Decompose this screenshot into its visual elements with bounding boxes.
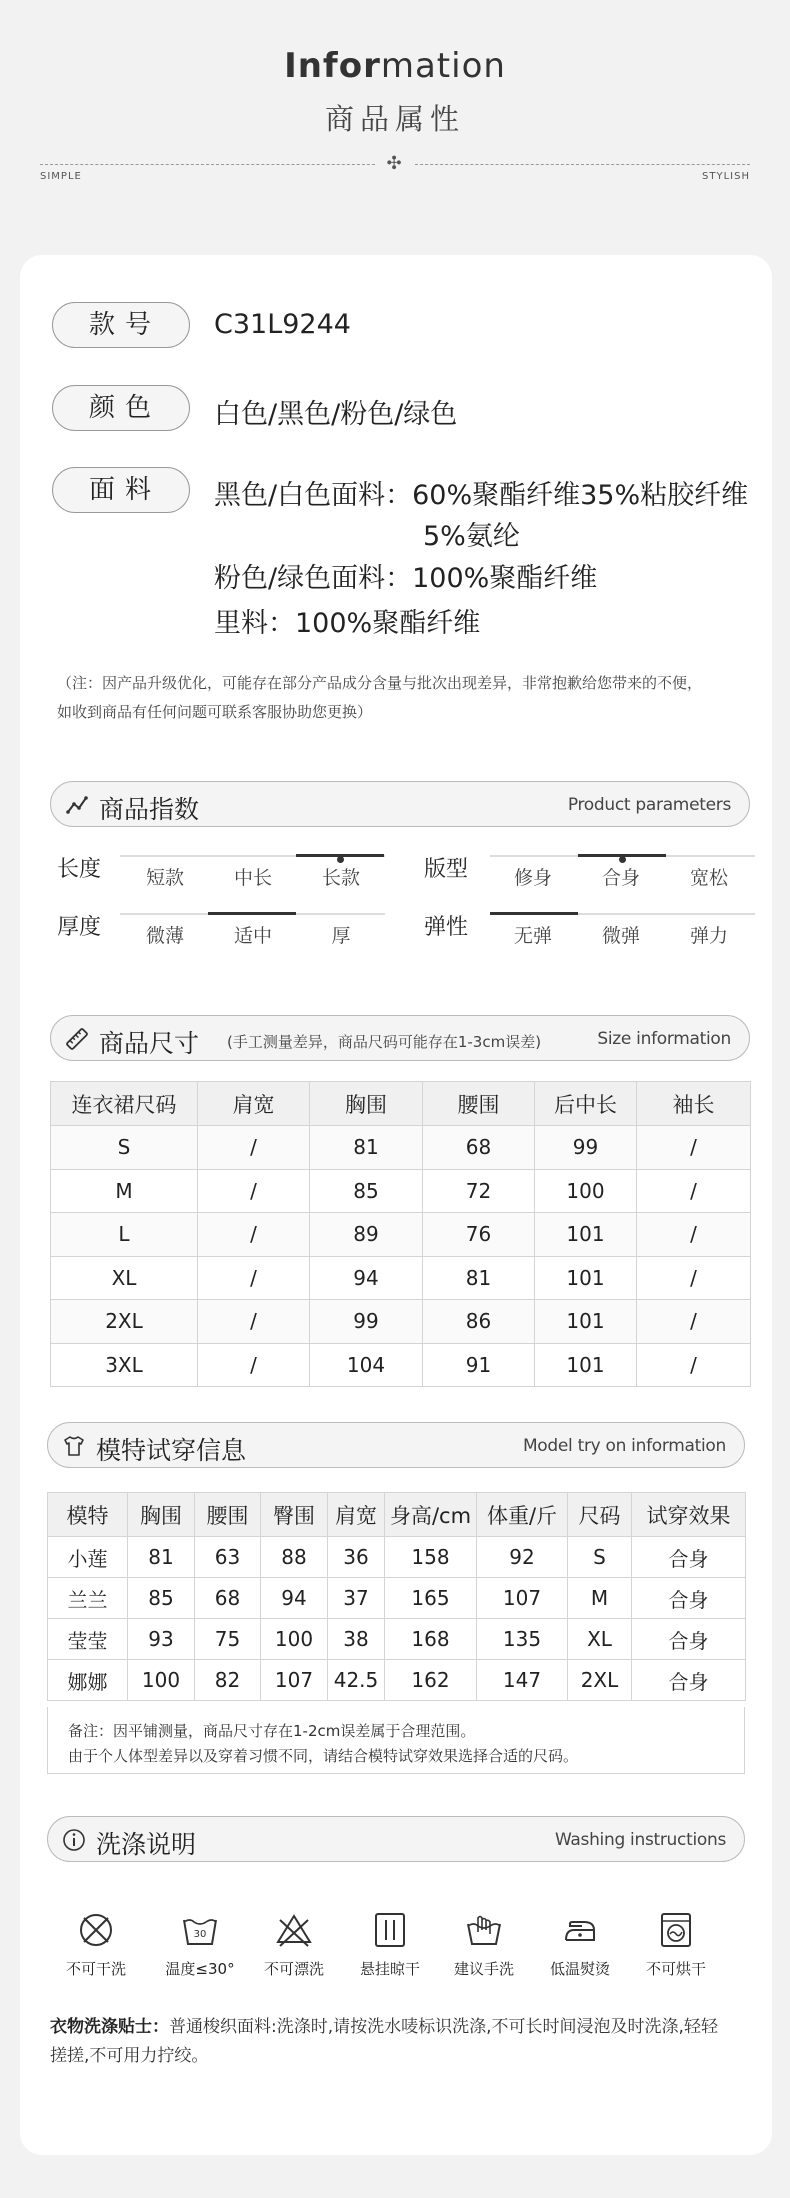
model-cell: 合身 (632, 1660, 746, 1701)
wash-label: 温度≤30° (165, 1960, 235, 1978)
size-cell: / (198, 1256, 310, 1300)
index-option: 修身 (513, 867, 552, 889)
attr-value-style-no: C31L9244 (214, 309, 351, 340)
attr-label-color: 颜色 (52, 385, 190, 431)
index-option: 微弹 (601, 925, 640, 947)
size-cell: 68 (423, 1126, 535, 1170)
index-option: 长款 (321, 867, 360, 889)
model-header-cell: 身高/cm (385, 1493, 477, 1537)
model-cell: 38 (328, 1619, 385, 1660)
no-wash-icon (76, 1910, 116, 1950)
attr-note-line-2: 如收到商品有任何问题可联系客服协助您更换） (57, 703, 373, 721)
wash-label: 不可干洗 (65, 1960, 126, 1978)
header-title: Information (284, 46, 506, 86)
size-cell: 89 (310, 1213, 423, 1257)
model-cell: 合身 (632, 1578, 746, 1619)
model-cell: 2XL (568, 1660, 632, 1701)
size-cell: 94 (310, 1256, 423, 1300)
table-row (48, 1537, 746, 1578)
table-row (51, 1126, 751, 1170)
model-header-cell: 臀围 (261, 1493, 328, 1537)
model-cell: 100 (128, 1660, 195, 1701)
size-cell: / (198, 1343, 310, 1387)
size-cell: / (198, 1169, 310, 1213)
section-title-size: 商品尺寸 (99, 1029, 200, 1058)
attr-fabric-line-2: 5%氨纶 (423, 521, 520, 552)
model-table-header (48, 1493, 746, 1537)
wash-tips-text: 普通梭织面料:洗涤时,请按洗水唛标识洗涤,不可长时间浸泡及时洗涤,轻轻 (169, 2017, 718, 2037)
model-note-line-2: 由于个人体型差异以及穿着习惯不同，请结合模特试穿效果选择合适的尺码。 (68, 1747, 579, 1765)
size-cell: 85 (310, 1169, 423, 1213)
wash-label: 不可烘干 (645, 1960, 706, 1978)
wash-label: 不可漂洗 (263, 1960, 324, 1978)
info-icon (62, 1828, 86, 1852)
size-cell: 104 (310, 1343, 423, 1387)
size-cell: 76 (423, 1213, 535, 1257)
attr-label-style-no: 款号 (52, 302, 190, 348)
size-cell: 99 (535, 1126, 637, 1170)
size-cell: XL (51, 1256, 198, 1300)
model-header-cell: 试穿效果 (632, 1493, 746, 1537)
index-label-thickness: 厚度 (57, 915, 102, 940)
size-cell: L (51, 1213, 198, 1257)
size-cell: 101 (535, 1300, 637, 1344)
wash-30-icon (180, 1910, 220, 1950)
header-subtitle: 商品属性 (324, 102, 465, 136)
size-header-cell: 腰围 (423, 1082, 535, 1126)
size-header-cell: 后中长 (535, 1082, 637, 1126)
page-header (0, 0, 790, 200)
model-cell: 100 (261, 1619, 328, 1660)
size-header-cell: 肩宽 (198, 1082, 310, 1126)
model-cell: 兰兰 (48, 1578, 128, 1619)
table-row (48, 1619, 746, 1660)
model-cell: M (568, 1578, 632, 1619)
size-cell: 100 (535, 1169, 637, 1213)
attr-label-fabric: 面料 (52, 467, 190, 513)
wash-item-no-dry-clean (46, 1910, 146, 1979)
model-cell: 63 (195, 1537, 261, 1578)
size-cell: / (637, 1343, 751, 1387)
size-table (50, 1081, 751, 1387)
trend-line-icon (65, 793, 89, 817)
index-option: 中长 (233, 867, 272, 889)
no-bleach-icon (274, 1910, 314, 1950)
section-english-model: Model try on information (522, 1436, 726, 1456)
model-cell: 158 (385, 1537, 477, 1578)
hand-wash-icon (464, 1910, 504, 1950)
wash-tips-line-2: 搓搓,不可用力拧绞。 (50, 2046, 209, 2066)
model-table (47, 1492, 746, 1701)
model-cell: 85 (128, 1578, 195, 1619)
section-header-index (50, 781, 750, 827)
size-cell: 101 (535, 1213, 637, 1257)
size-table-header (51, 1082, 751, 1126)
index-option: 短款 (145, 867, 184, 889)
model-header-cell: 腰围 (195, 1493, 261, 1537)
wash-label: 建议手洗 (453, 1960, 514, 1978)
size-cell: / (637, 1169, 751, 1213)
model-cell: 合身 (632, 1537, 746, 1578)
model-header-cell: 尺码 (568, 1493, 632, 1537)
size-cell: 72 (423, 1169, 535, 1213)
index-option: 厚 (331, 925, 351, 947)
model-header-cell: 模特 (48, 1493, 128, 1537)
attr-fabric-line-1: 黑色/白色面料：60%聚酯纤维35%粘胶纤维 (214, 480, 749, 511)
size-cell: / (637, 1213, 751, 1257)
table-row (48, 1660, 746, 1701)
section-english-wash: Washing instructions (554, 1830, 726, 1850)
model-note-line-1: 备注：因平铺测量，商品尺寸存在1-2cm误差属于合理范围。 (68, 1722, 476, 1740)
model-cell: 168 (385, 1619, 477, 1660)
model-cell: 娜娜 (48, 1660, 128, 1701)
model-cell: 合身 (632, 1619, 746, 1660)
model-cell: 82 (195, 1660, 261, 1701)
size-header-cell: 袖长 (637, 1082, 751, 1126)
index-option: 无弹 (513, 925, 552, 947)
section-subtitle-size: (手工测量差异，商品尺码可能存在1-3cm误差) (227, 1033, 542, 1051)
model-cell: 92 (477, 1537, 568, 1578)
model-cell: 107 (261, 1660, 328, 1701)
model-header-cell: 胸围 (128, 1493, 195, 1537)
table-row (51, 1213, 751, 1257)
index-dot-length (337, 856, 344, 863)
size-cell: / (637, 1256, 751, 1300)
size-cell: / (198, 1300, 310, 1344)
size-cell: S (51, 1126, 198, 1170)
attr-fabric-line-4: 里料：100%聚酯纤维 (214, 608, 481, 639)
size-cell: 81 (310, 1126, 423, 1170)
table-row (51, 1169, 751, 1213)
model-cell: 小莲 (48, 1537, 128, 1578)
size-header-cell: 连衣裙尺码 (51, 1082, 198, 1126)
size-cell: / (637, 1126, 751, 1170)
model-cell: 94 (261, 1578, 328, 1619)
section-title-index: 商品指数 (99, 795, 200, 824)
index-option: 弹力 (689, 925, 728, 947)
tag-simple: SIMPLE (40, 171, 82, 182)
index-label-elasticity: 弹性 (424, 915, 469, 940)
index-option: 合身 (601, 867, 640, 889)
model-cell: 88 (261, 1537, 328, 1578)
index-dot-fit (619, 856, 626, 863)
model-cell: 36 (328, 1537, 385, 1578)
model-cell: S (568, 1537, 632, 1578)
model-cell: 165 (385, 1578, 477, 1619)
wash-item-no-tumble-dry (626, 1910, 726, 1979)
divider-right (415, 164, 750, 165)
size-cell: / (198, 1213, 310, 1257)
index-label-length: 长度 (57, 857, 102, 882)
model-cell: 莹莹 (48, 1619, 128, 1660)
hang-dry-icon (370, 1910, 410, 1950)
size-cell: M (51, 1169, 198, 1213)
wash-item-no-bleach (244, 1910, 344, 1979)
model-header-cell: 体重/斤 (477, 1493, 568, 1537)
model-cell: 147 (477, 1660, 568, 1701)
wash-item-temp (150, 1910, 250, 1979)
wash-label: 悬挂晾干 (359, 1960, 420, 1978)
model-cell: 162 (385, 1660, 477, 1701)
low-iron-icon (560, 1910, 600, 1950)
size-cell: 86 (423, 1300, 535, 1344)
section-title-wash: 洗涤说明 (96, 1830, 197, 1859)
model-cell: XL (568, 1619, 632, 1660)
size-cell: 101 (535, 1343, 637, 1387)
size-cell: 3XL (51, 1343, 198, 1387)
ruler-icon (65, 1027, 89, 1051)
size-cell: 91 (423, 1343, 535, 1387)
wash-item-hand-wash (434, 1910, 534, 1979)
size-cell: 81 (423, 1256, 535, 1300)
index-label-fit: 版型 (424, 857, 469, 882)
attr-value-color: 白色/黑色/粉色/绿色 (214, 399, 458, 430)
index-marker-thickness (208, 912, 296, 915)
section-title-model: 模特试穿信息 (96, 1436, 247, 1465)
section-english-size: Size information (597, 1029, 731, 1049)
model-cell: 93 (128, 1619, 195, 1660)
model-header-cell: 肩宽 (328, 1493, 385, 1537)
section-header-wash (47, 1816, 745, 1862)
model-cell: 135 (477, 1619, 568, 1660)
tshirt-icon (62, 1434, 86, 1458)
table-row (51, 1343, 751, 1387)
index-option: 宽松 (689, 867, 728, 889)
size-cell: / (198, 1126, 310, 1170)
wash-tips-title: 衣物洗涤贴士： (50, 2017, 169, 2037)
wash-label: 低温熨烫 (549, 1960, 610, 1978)
index-option: 微薄 (145, 925, 184, 947)
model-cell: 68 (195, 1578, 261, 1619)
size-cell: 99 (310, 1300, 423, 1344)
attr-note-line-1: （注：因产品升级优化，可能存在部分产品成分含量与批次出现差异，非常抱歉给您带来的不便， (57, 674, 703, 692)
table-row (51, 1256, 751, 1300)
index-option: 适中 (233, 925, 272, 947)
section-header-model (47, 1422, 745, 1468)
model-cell: 75 (195, 1619, 261, 1660)
divider-left (40, 164, 375, 165)
model-cell: 81 (128, 1537, 195, 1578)
section-english-index: Product parameters (567, 795, 731, 815)
section-header-size (50, 1015, 750, 1061)
model-cell: 42.5 (328, 1660, 385, 1701)
size-cell: / (637, 1300, 751, 1344)
size-cell: 101 (535, 1256, 637, 1300)
crosshair-icon: ✣ (386, 153, 402, 174)
index-marker-elasticity (490, 912, 578, 915)
wash-tips-line-1 (50, 2012, 718, 2037)
wash-item-hang-dry (340, 1910, 440, 1979)
wash-item-low-iron (530, 1910, 630, 1979)
wash-temp-number: 30 (193, 1929, 207, 1940)
table-row (51, 1300, 751, 1344)
table-row (48, 1578, 746, 1619)
model-cell: 37 (328, 1578, 385, 1619)
tag-stylish: STYLISH (702, 171, 750, 182)
no-tumble-dry-icon (656, 1910, 696, 1950)
model-cell: 107 (477, 1578, 568, 1619)
size-cell: 2XL (51, 1300, 198, 1344)
size-header-cell: 胸围 (310, 1082, 423, 1126)
attr-fabric-line-3: 粉色/绿色面料：100%聚酯纤维 (214, 563, 598, 594)
